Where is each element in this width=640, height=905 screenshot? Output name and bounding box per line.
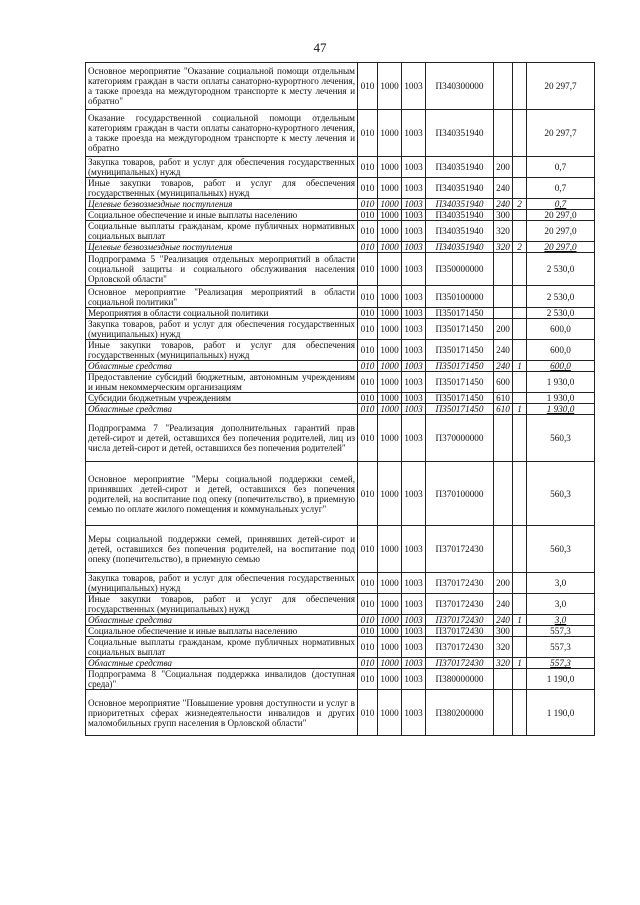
row-source: 1: [513, 658, 527, 669]
row-source: [513, 462, 527, 526]
table-row: [86, 626, 595, 637]
row-amount: 0,7: [527, 157, 595, 178]
row-vr: [494, 63, 513, 110]
page-number: 47: [313, 40, 327, 55]
row-grbs: 010: [358, 372, 378, 393]
row-vr: [494, 415, 513, 462]
row-amount: 0,7: [527, 199, 595, 210]
row-name: Основное мероприятие "Меры социальной поддержки семей, принявших детей-сирот и детей, оставшихся без попечения родителей, на воспитание под опеку (попечительство), в приемную семью по оплате жилого помещения и коммунальных услуг": [86, 462, 358, 526]
row-source: [513, 178, 527, 199]
row-grbs: 010: [358, 594, 378, 615]
row-rz: 1000: [378, 178, 402, 199]
row-csr: П350100000: [426, 286, 494, 308]
row-grbs: 010: [358, 626, 378, 637]
row-rz: 1000: [378, 404, 402, 415]
row-rz: 1000: [378, 308, 402, 319]
table-row: [86, 308, 595, 319]
table-row: [86, 319, 595, 340]
row-pr: 1003: [402, 690, 426, 736]
row-csr: П350171450: [426, 404, 494, 415]
row-amount: 20 297,7: [527, 63, 595, 110]
row-csr: П340351940: [426, 110, 494, 157]
row-pr: 1003: [402, 626, 426, 637]
row-csr: П340351940: [426, 199, 494, 210]
row-name: Закупка товаров, работ и услуг для обеспечения государственных (муниципальных) нужд: [86, 157, 358, 178]
table-row: [86, 372, 595, 393]
row-rz: 1000: [378, 221, 402, 242]
table-row: [86, 615, 595, 626]
table-row: [86, 340, 595, 361]
row-vr: 300: [494, 626, 513, 637]
row-pr: 1003: [402, 669, 426, 690]
table-row: [86, 242, 595, 253]
row-vr: [494, 462, 513, 526]
row-source: [513, 594, 527, 615]
row-grbs: 010: [358, 63, 378, 110]
row-rz: 1000: [378, 319, 402, 340]
row-rz: 1000: [378, 393, 402, 404]
row-grbs: 010: [358, 658, 378, 669]
row-name: Областные средства: [86, 361, 358, 372]
table-row: [86, 361, 595, 372]
table-row: [86, 415, 595, 462]
row-source: [513, 157, 527, 178]
row-csr: П370000000: [426, 415, 494, 462]
row-name: Основное мероприятие "Повышение уровня доступности и услуг в приоритетных сферах жизнедеятельности инвалидов и других маломобильных групп населения в Орловской области": [86, 690, 358, 736]
row-pr: 1003: [402, 340, 426, 361]
row-csr: П370172430: [426, 594, 494, 615]
row-grbs: 010: [358, 615, 378, 626]
row-csr: П350171450: [426, 361, 494, 372]
row-amount: 3,0: [527, 573, 595, 594]
row-pr: 1003: [402, 221, 426, 242]
row-grbs: 010: [358, 669, 378, 690]
row-amount: 557,3: [527, 626, 595, 637]
table-row: [86, 573, 595, 594]
row-amount: 2 530,0: [527, 308, 595, 319]
row-pr: 1003: [402, 63, 426, 110]
row-pr: 1003: [402, 157, 426, 178]
row-rz: 1000: [378, 415, 402, 462]
row-source: [513, 286, 527, 308]
row-rz: 1000: [378, 210, 402, 221]
table-row: [86, 462, 595, 526]
row-source: [513, 319, 527, 340]
row-name: Субсидии бюджетным учреждениям: [86, 393, 358, 404]
row-name: Подпрограмма 8 "Социальная поддержка инвалидов (доступная среда)": [86, 669, 358, 690]
row-vr: [494, 526, 513, 573]
row-vr: 320: [494, 242, 513, 253]
table-row: [86, 63, 595, 110]
row-pr: 1003: [402, 393, 426, 404]
row-vr: 320: [494, 658, 513, 669]
row-amount: 557,3: [527, 637, 595, 658]
row-name: Подпрограмма 5 "Реализация отдельных мероприятий в области социальной защиты и социального обслуживания населения Орловской области": [86, 253, 358, 286]
row-vr: [494, 669, 513, 690]
row-grbs: 010: [358, 404, 378, 415]
row-rz: 1000: [378, 615, 402, 626]
row-amount: 20 297,7: [527, 110, 595, 157]
row-amount: 0,7: [527, 178, 595, 199]
row-vr: 320: [494, 221, 513, 242]
row-rz: 1000: [378, 526, 402, 573]
row-rz: 1000: [378, 340, 402, 361]
row-rz: 1000: [378, 199, 402, 210]
row-source: [513, 253, 527, 286]
row-csr: П380200000: [426, 690, 494, 736]
row-amount: 1 190,0: [527, 690, 595, 736]
row-csr: П370172430: [426, 637, 494, 658]
row-pr: 1003: [402, 462, 426, 526]
row-pr: 1003: [402, 372, 426, 393]
table-row: [86, 526, 595, 573]
row-vr: [494, 253, 513, 286]
table-row: [86, 178, 595, 199]
row-grbs: 010: [358, 637, 378, 658]
row-source: [513, 415, 527, 462]
row-rz: 1000: [378, 361, 402, 372]
row-amount: 560,3: [527, 462, 595, 526]
row-pr: 1003: [402, 637, 426, 658]
row-grbs: 010: [358, 361, 378, 372]
row-source: [513, 626, 527, 637]
row-vr: 240: [494, 594, 513, 615]
row-vr: 600: [494, 372, 513, 393]
row-amount: 20 297,0: [527, 221, 595, 242]
row-source: [513, 573, 527, 594]
row-rz: 1000: [378, 626, 402, 637]
row-grbs: 010: [358, 157, 378, 178]
row-vr: [494, 286, 513, 308]
row-vr: [494, 690, 513, 736]
row-rz: 1000: [378, 594, 402, 615]
row-source: [513, 308, 527, 319]
row-pr: 1003: [402, 526, 426, 573]
row-source: 1: [513, 615, 527, 626]
row-amount: 600,0: [527, 361, 595, 372]
row-name: Целевые безвозмездные поступления: [86, 242, 358, 253]
row-amount: 560,3: [527, 526, 595, 573]
row-vr: 240: [494, 340, 513, 361]
row-amount: 1 190,0: [527, 669, 595, 690]
table-row: [86, 253, 595, 286]
row-pr: 1003: [402, 178, 426, 199]
row-name: Областные средства: [86, 658, 358, 669]
row-grbs: 010: [358, 526, 378, 573]
row-source: [513, 526, 527, 573]
row-rz: 1000: [378, 669, 402, 690]
row-csr: П340351940: [426, 157, 494, 178]
row-grbs: 010: [358, 199, 378, 210]
row-pr: 1003: [402, 286, 426, 308]
row-pr: 1003: [402, 308, 426, 319]
row-pr: 1003: [402, 361, 426, 372]
row-csr: П350171450: [426, 319, 494, 340]
row-rz: 1000: [378, 372, 402, 393]
row-vr: 610: [494, 393, 513, 404]
row-name: Закупка товаров, работ и услуг для обеспечения государственных (муниципальных) нужд: [86, 319, 358, 340]
row-amount: 560,3: [527, 415, 595, 462]
row-source: [513, 110, 527, 157]
row-pr: 1003: [402, 110, 426, 157]
row-source: [513, 669, 527, 690]
row-csr: П340351940: [426, 221, 494, 242]
row-name: Целевые безвозмездные поступления: [86, 199, 358, 210]
row-source: [513, 690, 527, 736]
row-rz: 1000: [378, 157, 402, 178]
row-grbs: 010: [358, 210, 378, 221]
table-row: [86, 669, 595, 690]
row-vr: 200: [494, 573, 513, 594]
row-csr: П370172430: [426, 658, 494, 669]
row-pr: 1003: [402, 658, 426, 669]
row-csr: П380000000: [426, 669, 494, 690]
row-grbs: 010: [358, 308, 378, 319]
table-row: [86, 594, 595, 615]
row-source: [513, 372, 527, 393]
row-pr: 1003: [402, 242, 426, 253]
row-name: Подпрограмма 7 "Реализация дополнительных гарантий прав детей-сирот и детей, оставшихся без попечения родителей, лиц из числа детей-сирот и детей, оставшихся без попечения родителей": [86, 415, 358, 462]
row-rz: 1000: [378, 253, 402, 286]
row-csr: П340351940: [426, 210, 494, 221]
row-source: [513, 221, 527, 242]
row-grbs: 010: [358, 221, 378, 242]
row-source: [513, 210, 527, 221]
row-vr: 240: [494, 615, 513, 626]
table-row: [86, 199, 595, 210]
row-name: Иные закупки товаров, работ и услуг для обеспечения государственных (муниципальных) нужд: [86, 178, 358, 199]
table-row: [86, 157, 595, 178]
row-amount: 20 297,0: [527, 242, 595, 253]
row-rz: 1000: [378, 637, 402, 658]
row-csr: П350171450: [426, 372, 494, 393]
row-pr: 1003: [402, 319, 426, 340]
row-csr: П340300000: [426, 63, 494, 110]
row-name: Иные закупки товаров, работ и услуг для обеспечения государственных (муниципальных) нужд: [86, 594, 358, 615]
row-name: Социальные выплаты гражданам, кроме публичных нормативных социальных выплат: [86, 221, 358, 242]
row-vr: 300: [494, 210, 513, 221]
row-rz: 1000: [378, 242, 402, 253]
row-pr: 1003: [402, 615, 426, 626]
row-grbs: 010: [358, 340, 378, 361]
row-pr: 1003: [402, 594, 426, 615]
row-grbs: 010: [358, 393, 378, 404]
row-name: Социальные выплаты гражданам, кроме публичных нормативных социальных выплат: [86, 637, 358, 658]
row-grbs: 010: [358, 110, 378, 157]
row-name: Социальное обеспечение и иные выплаты населению: [86, 210, 358, 221]
row-amount: 1 930,0: [527, 393, 595, 404]
row-vr: 200: [494, 319, 513, 340]
row-grbs: 010: [358, 242, 378, 253]
row-name: Основное мероприятие "Оказание социальной помощи отдельным категориям граждан в части оплаты санаторно-курортного лечения, а также проезда на междугородном транспорте к месту лечения и обратно": [86, 63, 358, 110]
row-csr: П340351940: [426, 178, 494, 199]
row-amount: 600,0: [527, 340, 595, 361]
row-csr: П350171450: [426, 340, 494, 361]
row-name: Мероприятия в области социальной политики: [86, 308, 358, 319]
table-row: [86, 690, 595, 736]
table-row: [86, 221, 595, 242]
row-vr: 240: [494, 199, 513, 210]
row-vr: 240: [494, 361, 513, 372]
row-csr: П340351940: [426, 242, 494, 253]
row-amount: 2 530,0: [527, 286, 595, 308]
row-name: Социальное обеспечение и иные выплаты населению: [86, 626, 358, 637]
row-name: Основное мероприятие "Реализация мероприятий в области социальной политики": [86, 286, 358, 308]
row-name: Областные средства: [86, 615, 358, 626]
row-amount: 1 930,0: [527, 404, 595, 415]
row-name: Предоставление субсидий бюджетным, автономным учреждениям и иным некоммерческим организациям: [86, 372, 358, 393]
row-grbs: 010: [358, 415, 378, 462]
row-vr: 200: [494, 157, 513, 178]
row-csr: П370172430: [426, 573, 494, 594]
row-grbs: 010: [358, 462, 378, 526]
row-rz: 1000: [378, 690, 402, 736]
row-amount: 2 530,0: [527, 253, 595, 286]
row-pr: 1003: [402, 253, 426, 286]
row-pr: 1003: [402, 415, 426, 462]
row-csr: П370172430: [426, 526, 494, 573]
budget-table: [85, 62, 595, 736]
row-amount: 600,0: [527, 319, 595, 340]
table-row: [86, 286, 595, 308]
table-row: [86, 658, 595, 669]
row-source: [513, 637, 527, 658]
row-name: Иные закупки товаров, работ и услуг для обеспечения государственных (муниципальных) нужд: [86, 340, 358, 361]
row-name: Меры социальной поддержки семей, принявших детей-сирот и детей, оставшихся без попечения родителей, на воспитание под опеку (попечительство), в приемную семью: [86, 526, 358, 573]
row-source: 2: [513, 242, 527, 253]
row-name: Закупка товаров, работ и услуг для обеспечения государственных (муниципальных) нужд: [86, 573, 358, 594]
row-pr: 1003: [402, 199, 426, 210]
row-rz: 1000: [378, 286, 402, 308]
row-grbs: 010: [358, 286, 378, 308]
row-source: 1: [513, 361, 527, 372]
row-amount: 3,0: [527, 594, 595, 615]
row-vr: [494, 110, 513, 157]
row-amount: 3,0: [527, 615, 595, 626]
row-pr: 1003: [402, 210, 426, 221]
table-row: [86, 110, 595, 157]
row-name: Областные средства: [86, 404, 358, 415]
row-grbs: 010: [358, 253, 378, 286]
row-csr: П370172430: [426, 615, 494, 626]
row-rz: 1000: [378, 63, 402, 110]
row-source: [513, 393, 527, 404]
table-row: [86, 210, 595, 221]
row-source: [513, 340, 527, 361]
row-amount: 1 930,0: [527, 372, 595, 393]
table-row: [86, 637, 595, 658]
row-csr: П350171450: [426, 308, 494, 319]
row-csr: П350171450: [426, 393, 494, 404]
row-source: [513, 63, 527, 110]
row-rz: 1000: [378, 658, 402, 669]
table-row: [86, 393, 595, 404]
row-grbs: 010: [358, 178, 378, 199]
row-vr: [494, 308, 513, 319]
table-row: [86, 404, 595, 415]
row-amount: 20 297,0: [527, 210, 595, 221]
row-pr: 1003: [402, 573, 426, 594]
row-pr: 1003: [402, 404, 426, 415]
row-csr: П370100000: [426, 462, 494, 526]
row-grbs: 010: [358, 573, 378, 594]
row-csr: П350000000: [426, 253, 494, 286]
row-vr: 240: [494, 178, 513, 199]
row-vr: 610: [494, 404, 513, 415]
row-name: Оказание государственной социальной помощи отдельным категориям граждан в части оплаты санаторно-курортного лечения, а также проезда на междугородном транспорте к месту лечения и обратно: [86, 110, 358, 157]
row-rz: 1000: [378, 462, 402, 526]
row-amount: 557,3: [527, 658, 595, 669]
row-rz: 1000: [378, 573, 402, 594]
row-vr: 320: [494, 637, 513, 658]
row-grbs: 010: [358, 690, 378, 736]
row-source: 2: [513, 199, 527, 210]
row-rz: 1000: [378, 110, 402, 157]
row-grbs: 010: [358, 319, 378, 340]
row-source: 1: [513, 404, 527, 415]
row-csr: П370172430: [426, 626, 494, 637]
